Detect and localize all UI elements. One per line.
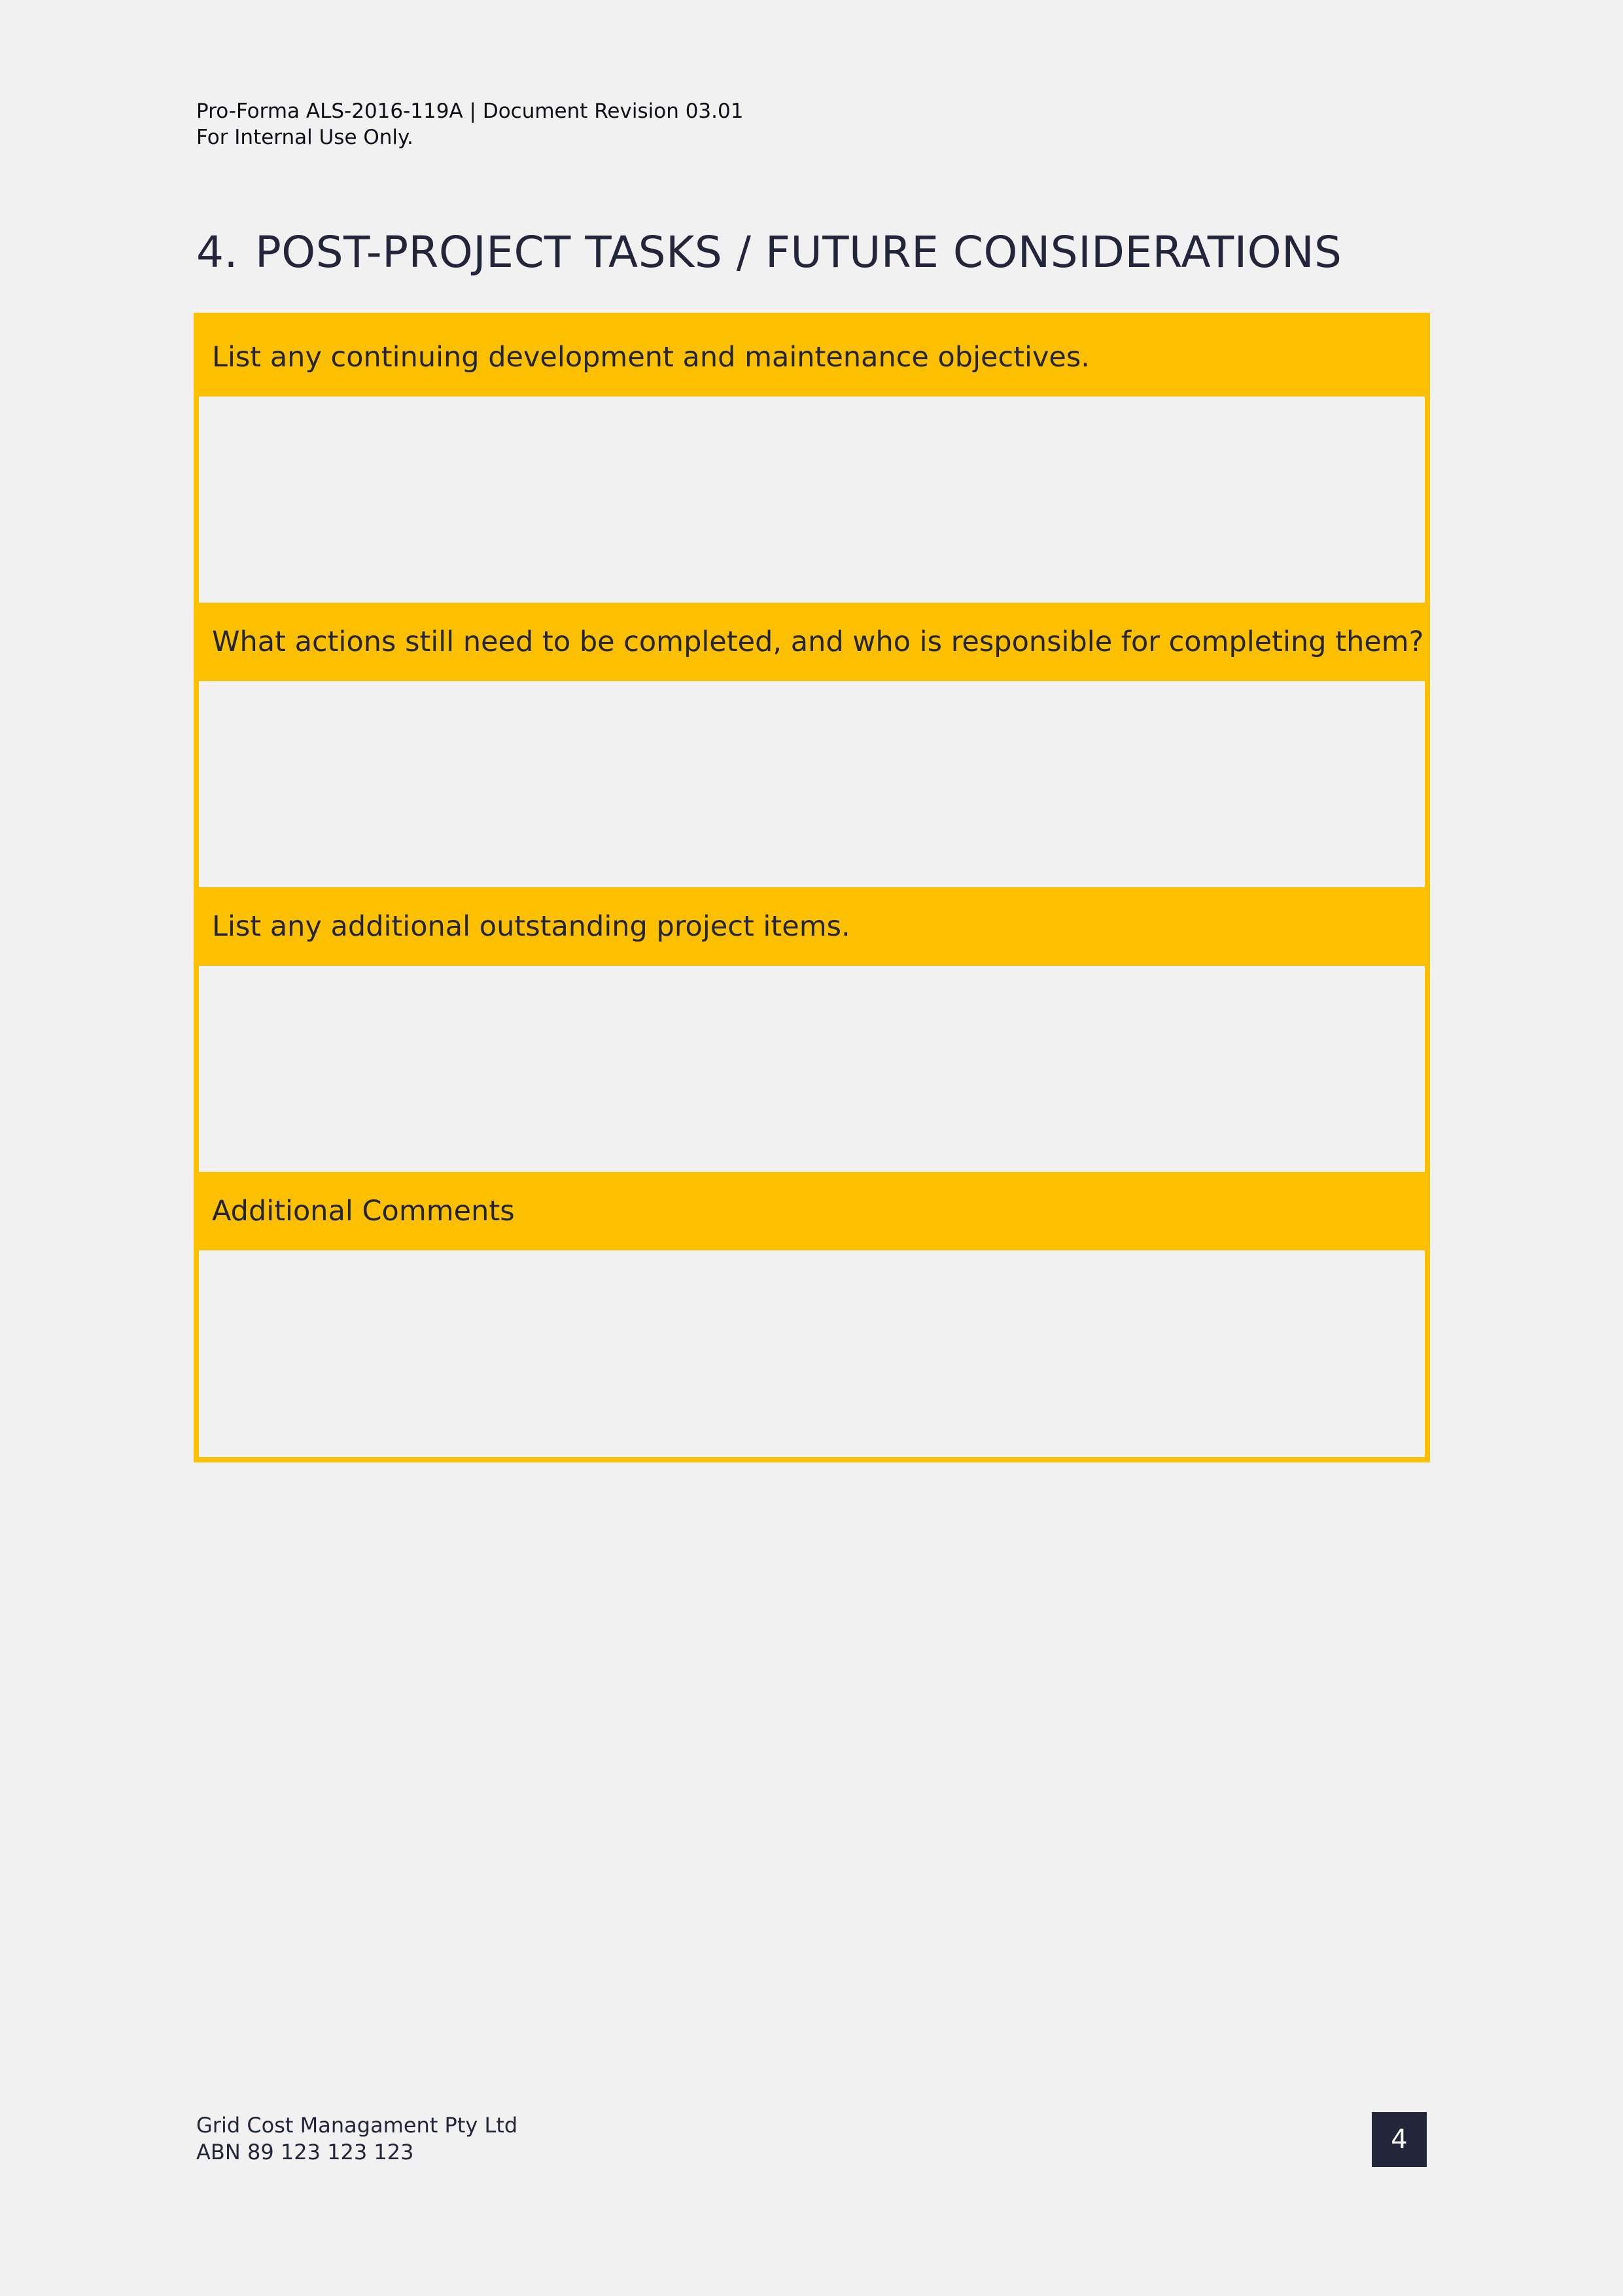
- document-reference: Pro-Forma ALS-2016-119A | Document Revision 03.01: [196, 99, 744, 123]
- page-number-badge: 4: [1372, 2112, 1427, 2167]
- post-project-form-table: [194, 313, 1430, 1462]
- answer-field-outstanding-items[interactable]: [199, 966, 1425, 1172]
- question-header: [199, 887, 1425, 966]
- question-header: [199, 603, 1425, 681]
- document-footer: [196, 2112, 517, 2166]
- question-header: [199, 318, 1425, 397]
- answer-field-actions-responsible[interactable]: [199, 681, 1425, 887]
- section-number: 4.: [196, 227, 238, 277]
- internal-use-note: For Internal Use Only.: [196, 126, 413, 149]
- question-label-continuing-development: List any continuing development and maintenance objectives.: [212, 341, 1090, 374]
- section-title: [196, 226, 1342, 279]
- question-label-actions-responsible: What actions still need to be completed, and who is responsible for completing them?: [212, 626, 1424, 658]
- question-label-additional-comments: Additional Comments: [212, 1195, 515, 1227]
- question-header: [199, 1172, 1425, 1250]
- document-header: [196, 98, 743, 150]
- answer-field-continuing-development[interactable]: [199, 397, 1425, 603]
- question-label-outstanding-items: List any additional outstanding project items.: [212, 910, 850, 943]
- company-name: Grid Cost Managament Pty Ltd: [196, 2113, 518, 2138]
- answer-field-additional-comments[interactable]: [199, 1250, 1425, 1457]
- section-heading: POST-PROJECT TASKS / FUTURE CONSIDERATIONS: [254, 227, 1342, 277]
- company-abn: ABN 89 123 123 123: [196, 2140, 414, 2164]
